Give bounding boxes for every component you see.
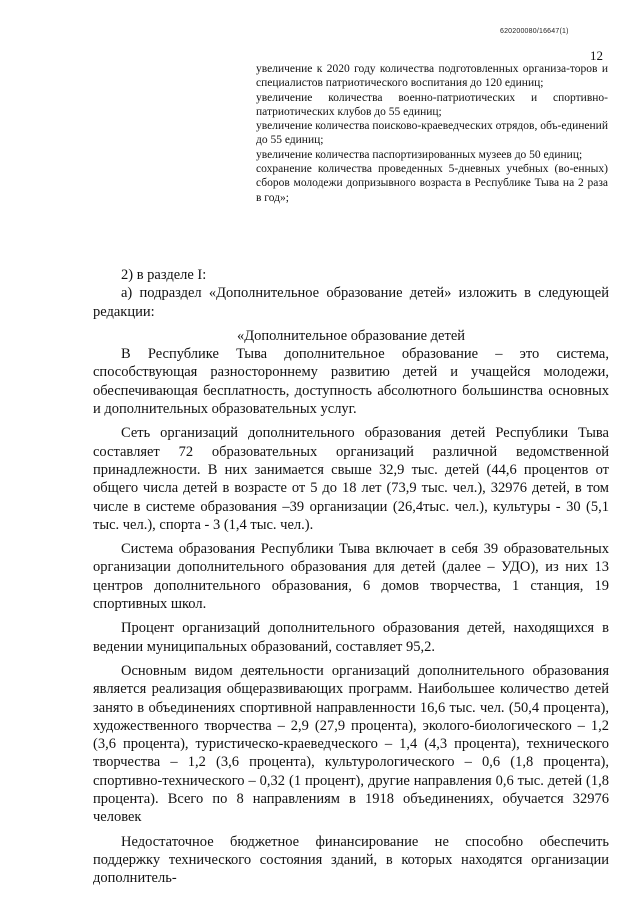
subsection-title: «Дополнительное образование детей (236, 327, 466, 344)
list-item: сохранение количества проведенных 5-дневных учебных (во-енных) сборов молодежи допризывного возраста в Республике Тыва на 2 раза в год»; (256, 163, 608, 204)
paragraph: Основным видом деятельности организаций дополнительного образования является реализация общеразвивающих программ. Наибольшее количество детей занято в объединениях спортивной направленности 16,6 тыс. чел. (50,4 процента), художественного творчества – 2,9 (27,9 процента), эколого-биологического – 1,2 (3,6 процента), туристическо-краеведческого – 1,4 (4,3 процента), технического творчества – 1,2 (3,6 процента), культурологического – 0,6 (1,8 процента), спортивно-технического – 0,32 (1 процент), другие направления 0,6 тыс. детей (1,8 процента). Всего по 8 направлениям в 1918 объединениях, обучается 32976 человек (93, 662, 609, 826)
paragraph: В Республике Тыва дополнительное образование – это система, способствующая разностороннему развитию детей и учащейся молодежи, обеспечивающая бесплатность, доступность абсолютного большинства основных и дополнительных образовательных услуг. (93, 346, 609, 418)
paragraph: Сеть организаций дополнительного образования детей Республики Тыва составляет 72 образовательных организаций различной ведомственной принадлежности. В них занимается свыше 32,9 тыс. детей (44,6 процентов от общего числа детей в возрасте от 5 до 18 лет (73,9 тыс. чел.), 32976 детей, в том числе в системе образования –39 организации (26,4тыс. чел.), культуры - 30 (5,1 тыс. чел.), спорта - 3 (1,4 тыс. чел.). (93, 425, 609, 533)
subsection-intro: а) подраздел «Дополнительное образование детей» изложить в следующей редакции: (93, 285, 609, 320)
list-item: увеличение к 2020 году количества подготовленных организа-торов и специалистов патриотического воспитания до 120 единиц; (256, 63, 608, 90)
list-item: увеличение количества военно-патриотических и спортивно-патриотических клубов до 55 единиц; (256, 91, 608, 118)
list-item: увеличение количества паспортизированных музеев до 50 единиц; (256, 148, 583, 161)
document-id: 620200080/16647(1) (500, 28, 569, 35)
paragraph: Система образования Республики Тыва включает в себя 39 образовательных организации дополнительного образования для детей (далее – УДО), из них 13 центров дополнительного образования, 6 домов творчества, 1 станция, 19 спортивных школ. (93, 541, 609, 613)
page-number: 12 (590, 48, 603, 63)
document-body (93, 266, 609, 888)
list-item: увеличение количества поисково-краеведческих отрядов, объ-единений до 55 единиц; (256, 120, 608, 147)
section-item: 2) в разделе I: (121, 267, 207, 283)
quoted-targets-list (256, 62, 608, 205)
paragraph: Недостаточное бюджетное финансирование не способно обеспечить поддержку технического состояния зданий, в которых находятся организации дополнитель- (93, 833, 609, 887)
paragraph: Процент организаций дополнительного образования детей, находящихся в ведении муниципальных образований, составляет 95,2. (93, 620, 609, 655)
